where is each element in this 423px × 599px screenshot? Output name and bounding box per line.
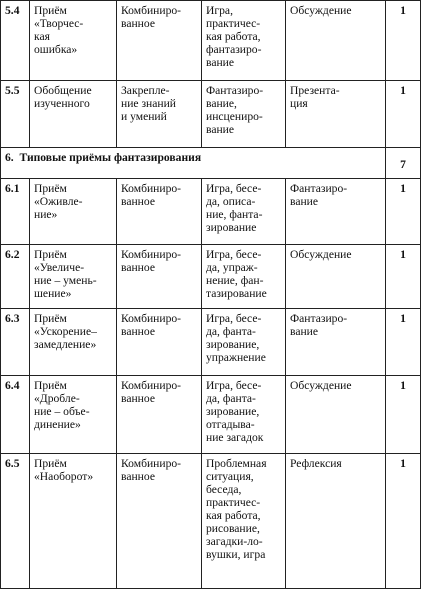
topic-cell: Приём «Оживле- ние»: [30, 179, 117, 245]
form-cell: Комбиниро- ванное: [117, 376, 202, 454]
row-number: 6.1: [1, 179, 30, 245]
topic-cell: Приём «Ускорение– замедление»: [30, 309, 117, 376]
table-row: [1, 309, 421, 376]
section-number: 6.: [5, 151, 14, 164]
row-number: 6.5: [1, 454, 30, 589]
hours-cell: 1: [386, 309, 421, 376]
methods-cell: Игра, бесе- да, фанта- зирование, отгадыва- ние загадок: [202, 376, 286, 454]
form-cell: Закрепле- ние знаний и умений: [117, 81, 202, 148]
form-cell: Комбиниро- ванное: [117, 179, 202, 245]
hours-cell: 1: [386, 245, 421, 309]
form-cell: Комбиниро- ванное: [117, 1, 202, 81]
topic-cell: Приём «Творчес- кая ошибка»: [30, 1, 117, 81]
hours-cell: 1: [386, 81, 421, 148]
row-number: 6.4: [1, 376, 30, 454]
form-cell: Комбиниро- ванное: [117, 309, 202, 376]
section-row: [1, 148, 421, 179]
hours-cell: 1: [386, 454, 421, 589]
control-cell: Фантазиро- вание: [286, 309, 386, 376]
control-cell: Рефлексия: [286, 454, 386, 589]
methods-cell: Игра, бесе- да, описа- ние, фанта- зирование: [202, 179, 286, 245]
control-cell: Презента- ция: [286, 81, 386, 148]
form-cell: Комбиниро- ванное: [117, 454, 202, 589]
methods-cell: Игра, бесе- да, фанта- зирование, упражнение: [202, 309, 286, 376]
methods-cell: Игра, бесе- да, упраж- нение, фан- тазирование: [202, 245, 286, 309]
form-cell: Комбиниро- ванное: [117, 245, 202, 309]
hours-cell: 1: [386, 1, 421, 81]
topic-cell: Приём «Увеличе- ние – умень- шение»: [30, 245, 117, 309]
hours-cell: 7: [386, 148, 421, 179]
table-row: [1, 454, 421, 589]
table-row: [1, 245, 421, 309]
methods-cell: Проблемная ситуация, беседа, практичес- кая работа, рисование, загадки-ло- вушки, игра: [202, 454, 286, 589]
row-number: 5.5: [1, 81, 30, 148]
row-number: 6.3: [1, 309, 30, 376]
topic-cell: Приём «Наоборот»: [30, 454, 117, 589]
control-cell: Обсуждение: [286, 1, 386, 81]
row-number: 5.4: [1, 1, 30, 81]
section-title: Типовые приёмы фантазирования: [19, 151, 202, 164]
methods-cell: Фантазиро- вание, инсцениро- вание: [202, 81, 286, 148]
table-row: [1, 179, 421, 245]
control-cell: Обсуждение: [286, 376, 386, 454]
control-cell: Фантазиро- вание: [286, 179, 386, 245]
table-row: [1, 81, 421, 148]
row-number: 6.2: [1, 245, 30, 309]
control-cell: Обсуждение: [286, 245, 386, 309]
topic-cell: Обобщение изученного: [30, 81, 117, 148]
methods-cell: Игра, практичес- кая работа, фантазиро- вание: [202, 1, 286, 81]
table-row: [1, 376, 421, 454]
hours-cell: 1: [386, 376, 421, 454]
table-row: [1, 1, 421, 81]
topic-cell: Приём «Дробле- ние – объе- динение»: [30, 376, 117, 454]
hours-cell: 1: [386, 179, 421, 245]
section-heading: [1, 148, 386, 179]
